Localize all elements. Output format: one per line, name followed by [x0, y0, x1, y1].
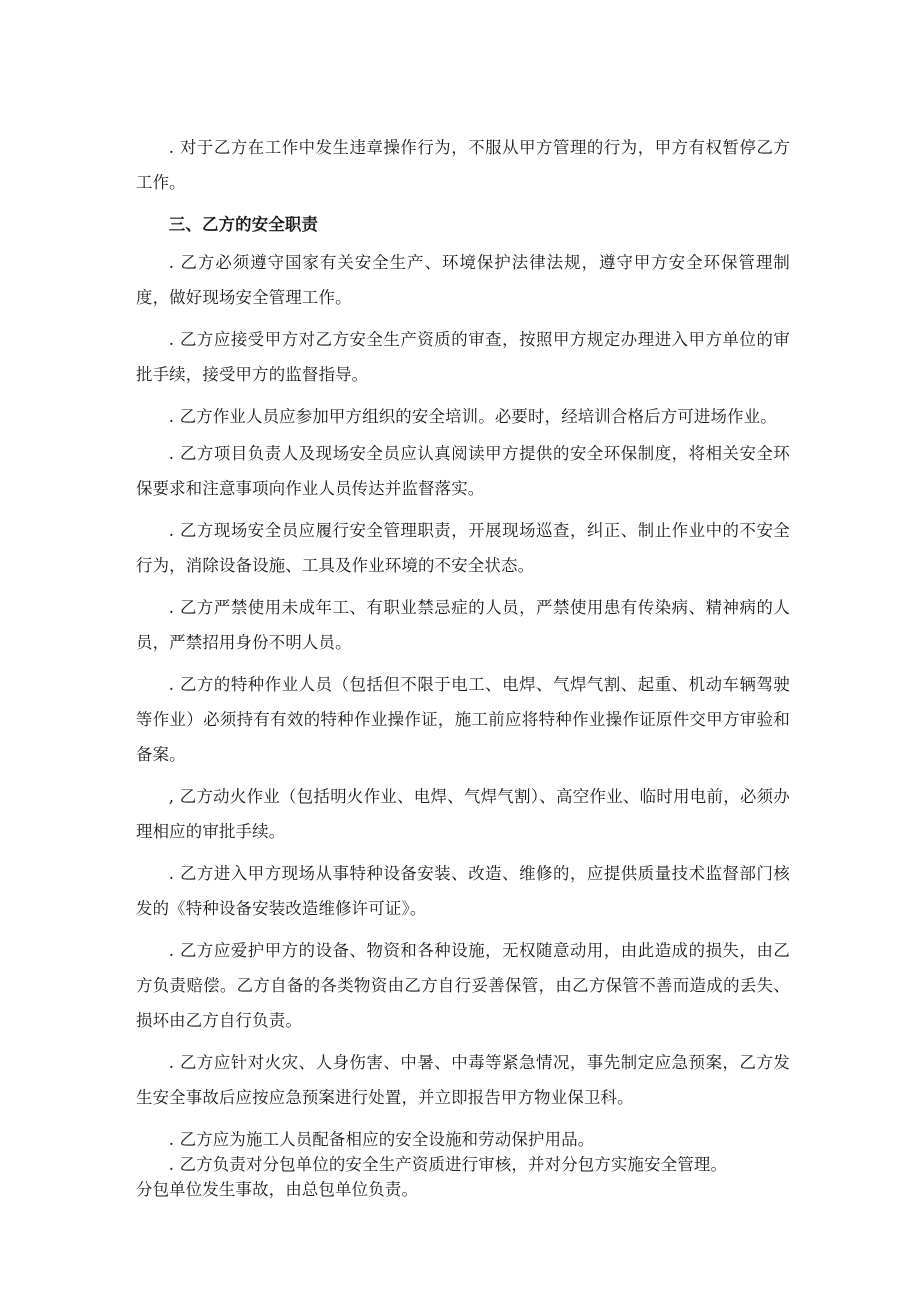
- paragraph-subcontractor-accident: 分包单位发生事故，由总包单位负责。: [136, 1180, 419, 1199]
- section-heading-party-b-safety-duties: 三、乙方的安全职责: [168, 215, 319, 234]
- paragraph-special-equipment-license: . 乙方进入甲方现场从事特种设备安装、改造、维修的，应提供质量技术监督部门核发的《特种设备安装改造维修许可证》。: [136, 864, 790, 918]
- paragraph-safety-officer-duties: . 乙方现场安全员应履行安全管理职责，开展现场巡查，纠正、制止作业中的不安全行为，消除设备设施、工具及作业环境的不安全状态。: [136, 521, 790, 575]
- paragraph-safety-training: . 乙方作业人员应参加甲方组织的安全培训。必要时，经培训合格后方可进场作业。: [168, 407, 777, 426]
- paragraph-special-operators: . 乙方的特种作业人员（包括但不限于电工、电焊、气焊气割、起重、机动车辆驾驶等作业）必须持有有效的特种作业操作证，施工前应将特种作业操作证原件交甲方审验和备案。: [136, 675, 790, 764]
- paragraph-protect-property: . 乙方应爱护甲方的设备、物资和各种设施，无权随意动用，由此造成的损失，由乙方负责赔偿。乙方自备的各类物资由乙方自行妥善保管，由乙方保管不善而造成的丢失、损坏由乙方自行负责。: [136, 941, 790, 1030]
- paragraph-personnel-restrictions: . 乙方严禁使用未成年工、有职业禁忌症的人员，严禁使用患有传染病、精神病的人员，严禁招用身份不明人员。: [136, 598, 790, 652]
- paragraph-protective-equipment: . 乙方应为施工人员配备相应的安全设施和劳动保护用品。: [168, 1130, 595, 1149]
- paragraph-hot-work-approval: , 乙方动火作业（包括明火作业、电焊、气焊气割）、高空作业、临时用电前，必须办理相应的审批手续。: [136, 787, 790, 841]
- paragraph-qualification-review: . 乙方应接受甲方对乙方安全生产资质的审查，按照甲方规定办理进入甲方单位的审批手续，接受甲方的监督指导。: [136, 330, 790, 384]
- paragraph-subcontractor-review: . 乙方负责对分包单位的安全生产资质进行审核，并对分包方实施安全管理。: [168, 1155, 728, 1174]
- paragraph-comply-laws: . 乙方必须遵守国家有关安全生产、环境保护法律法规，遵守甲方安全环保管理制度，做好现场安全管理工作。: [136, 253, 790, 307]
- paragraph-read-safety-rules: . 乙方项目负责人及现场安全员应认真阅读甲方提供的安全环保制度，将相关安全环保要求和注意事项向作业人员传达并监督落实。: [136, 444, 790, 498]
- document-body: [136, 130, 790, 1209]
- paragraph-emergency-plan: . 乙方应针对火灾、人身伤害、中暑、中毒等紧急情况，事先制定应急预案，乙方发生安全事故后应按应急预案进行处置，并立即报告甲方物业保卫科。: [136, 1053, 790, 1107]
- paragraph-suspend-work: . 对于乙方在工作中发生违章操作行为，不服从甲方管理的行为，甲方有权暂停乙方工作。: [136, 138, 790, 192]
